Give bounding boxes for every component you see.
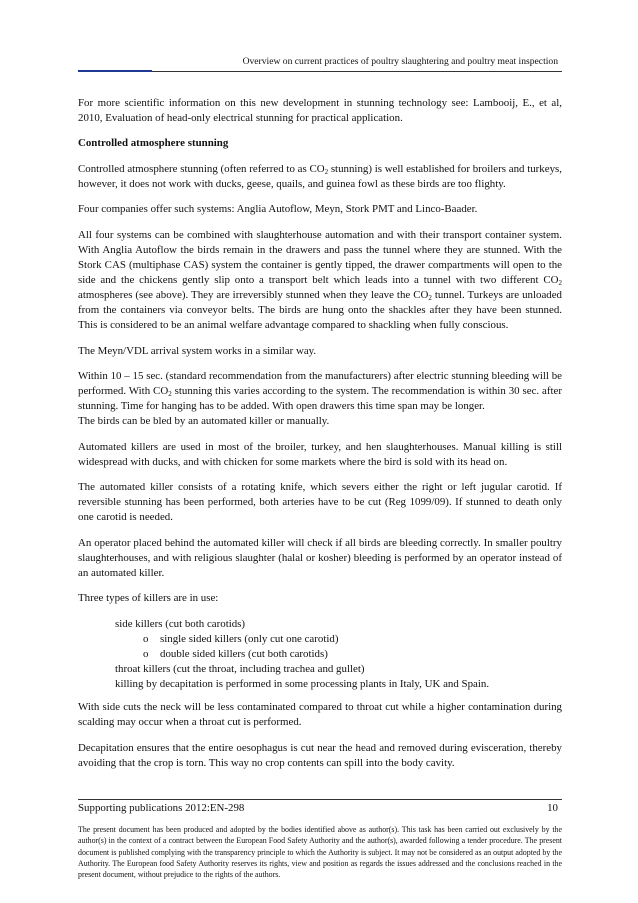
bullet-icon: o [143,632,149,645]
document-body [78,96,562,781]
footer-disclaimer: The present document has been produced and adopted by the bodies identified above as author(s). This task has been carried out exclusively by the author(s) in the context of a contract between the European Food Safety Authority and the author(s), awarded following a tender procedure. The present document is published complying with the transparency principle to which the Authority is subject. It may not be considered as an output adopted by the Authority. The European food Safety Authority reserves its rights, view and position as regards the issues addressed and the conclusions reached in the present document, without prejudice to the rights of the authors. [78,825,562,880]
list-item: killing by decapitation is performed in some processing plants in Italy, UK and Spain. [115,678,490,691]
section-heading: Controlled atmosphere stunning [78,137,229,150]
paragraph-reference: For more scientific information on this new development in stunning technology see: Lambooij, E., et al, 2010, Evaluation of head-only electrical stunning for practical application. [78,97,562,125]
page-footer [78,799,562,880]
paragraph-cas-intro: Controlled atmosphere stunning (often referred to as $CO_2$ stunning) is well established for broilers and turkeys, however, it does not work with ducks, geese, quails, and guinea fowl as these birds are too flighty. [78,162,562,190]
footer-publication: Supporting publications 2012:EN-298 [78,802,245,814]
paragraph-companies: Four companies offer such systems: Anglia Autoflow, Meyn, Stork PMT and Linco-Baader. [78,203,478,216]
list-subitem: o double sided killers (cut both carotids) [78,647,562,662]
paragraph-bleeding-method: The birds can be bled by an automated killer or manually. [78,415,330,428]
list-item: side killers (cut both carotids) [115,617,246,630]
paragraph-side-cuts: With side cuts the neck will be less contaminated compared to throat cut while a higher contamination during scalding may occur when a throat cut is performed. [78,701,562,729]
bullet-icon: o [143,647,149,660]
paragraph-killer-types: Three types of killers are in use: [78,592,219,605]
killer-types-list [78,617,562,692]
paragraph-bleeding-time: Within 10 – 15 sec. (standard recommendation from the manufacturers) after electric stunning bleeding will be performed. With $CO_2$ stunning this varies according to the system. The recommendation is within 30 sec. after stunning. Time for hanging has to be added. With open drawers this time span may be longer. [78,370,563,413]
page-number: 10 [547,802,558,814]
paragraph-meyn: The Meyn/VDL arrival system works in a similar way. [78,344,317,357]
paragraph-decapitation: Decapitation ensures that the entire oesophagus is cut near the head and removed during evisceration, thereby avoiding that the crop is torn. This way no crop contents can spill into the body cavity. [78,741,562,769]
paragraph-operator: An operator placed behind the automated killer will check if all birds are bleeding correctly. In smaller poultry slaughterhouses, and with religious slaughter (halal or kosher) bleeding is performed by an operator instead of an automated killer. [78,536,562,580]
list-item: throat killers (cut the throat, including trachea and gullet) [115,663,365,676]
paragraph-systems: All four systems can be combined with slaughterhouse automation and with their transport container system. With Anglia Autoflow the birds remain in the drawers and pass the tunnel where they are stunned. With the Stork CAS (multiphase CAS) system the container is gently tipped, the drawer compartments will open to the side and the chickens gently slip onto a transport belt which leads into a tunnel with two different $CO_2$ atmospheres (see above). They are irreversibly stunned when they leave the $CO_2$ tunnel. Turkeys are unloaded from the containers via conveyor belts. The birds are hung onto the shackles after they have been stunned. This is considered to be an animal welfare advantage compared to shackling when fully conscious. [78,228,563,332]
paragraph-automated-killers: Automated killers are used in most of the broiler, turkey, and hen slaughterhouses. Manual killing is still widespread with ducks, and with chicken for some markets where the bird is sold with its head on. [78,440,562,468]
paragraph-rotating-knife: The automated killer consists of a rotating knife, which severs either the right or left jugular carotid. If reversible stunning has been performed, both arteries have to be cut (Reg 1099/09). If stunned to death only one carotid is needed. [78,481,562,524]
header-rule [152,71,562,72]
header-accent-rule [78,70,152,72]
footer-rule [78,799,562,800]
list-subitem: o single sided killers (only cut one carotid) [78,632,562,647]
page-header [78,55,562,71]
header-title: Overview on current practices of poultry slaughtering and poultry meat inspection [242,56,558,67]
